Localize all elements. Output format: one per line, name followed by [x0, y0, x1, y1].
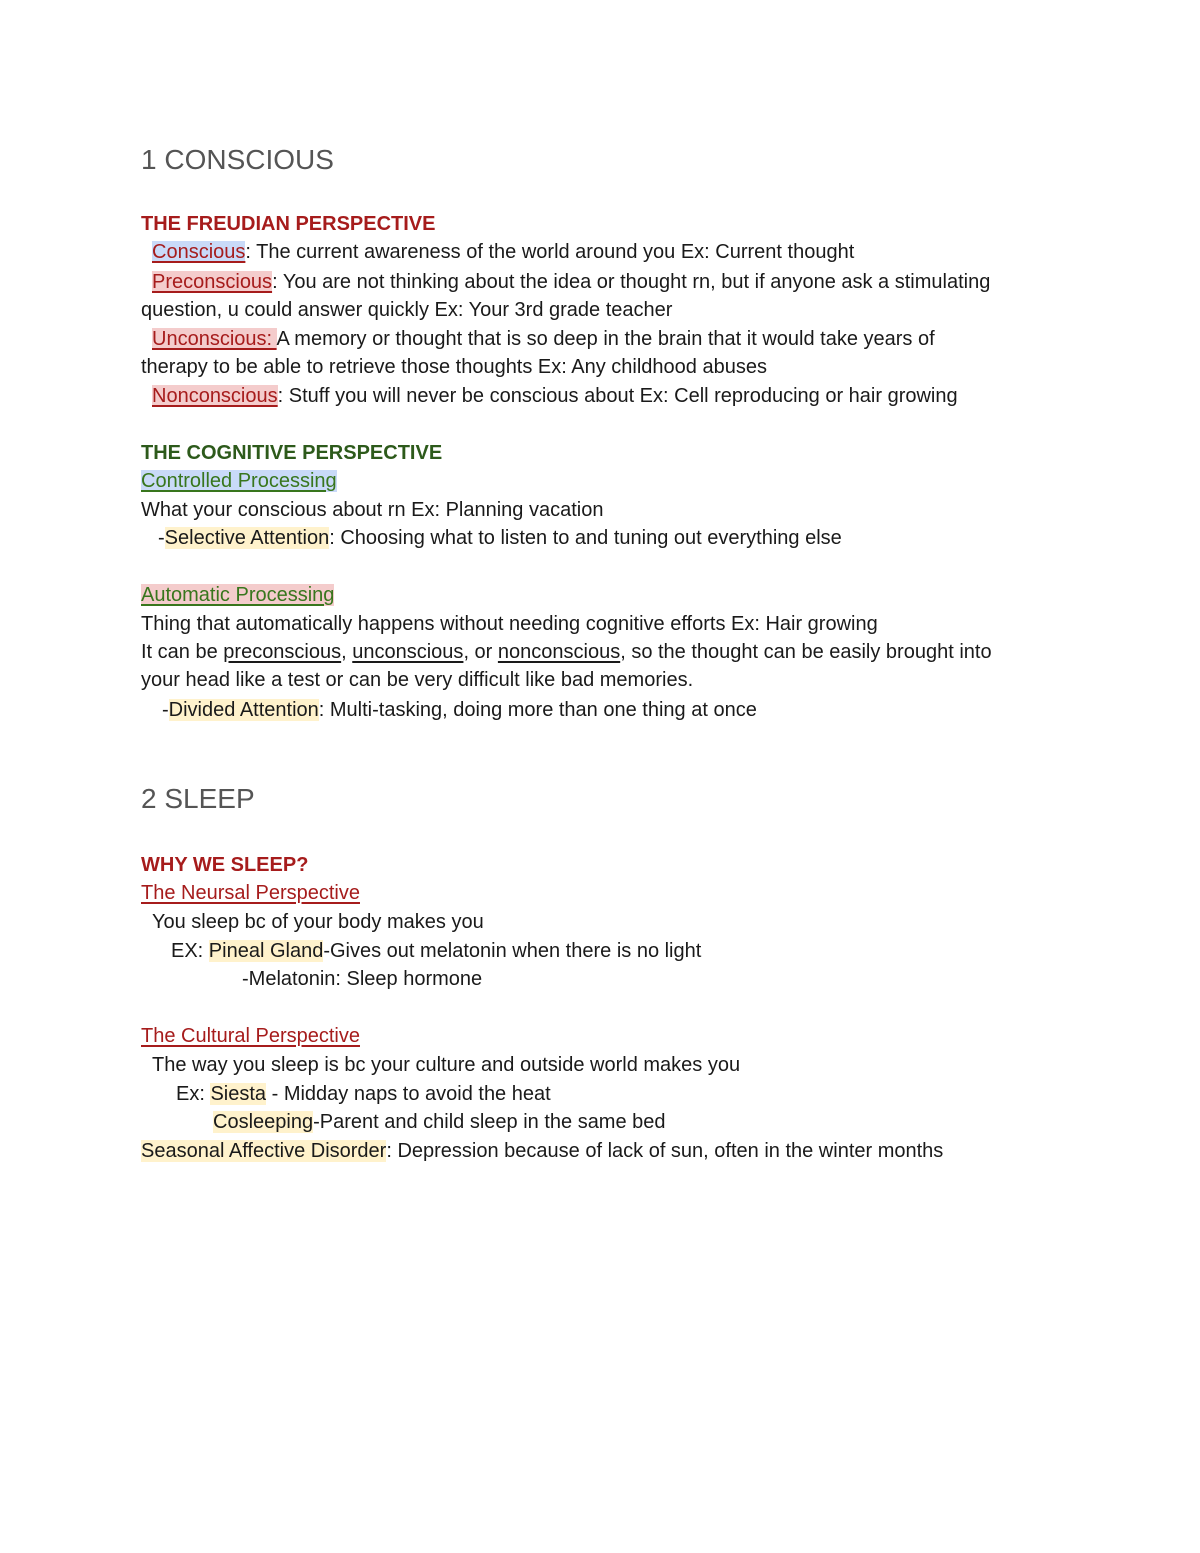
divided-def: : Multi-tasking, doing more than one thing at once [318, 699, 757, 721]
unconscious-line [152, 327, 935, 351]
nonconscious-term: Nonconscious [152, 385, 278, 407]
automatic-title-line [141, 583, 334, 607]
section-heading-sleep: 2 SLEEP [141, 783, 255, 814]
siesta-def: - Midday naps to avoid the heat [266, 1083, 551, 1105]
sad-line [141, 1139, 943, 1163]
can-be-sep2: , or [463, 641, 498, 663]
selective-line [158, 526, 842, 550]
melatonin-line: -Melatonin: Sleep hormone [242, 968, 483, 990]
cosleeping-line [213, 1110, 666, 1134]
cultural-perspective-title: The Cultural Perspective [141, 1025, 360, 1047]
cognitive-heading: THE COGNITIVE PERSPECTIVE [141, 442, 443, 464]
unconscious-def1: A memory or thought that is so deep in the brain that it would take years of [276, 328, 935, 350]
selective-attention-term: Selective Attention [164, 527, 330, 549]
section-heading-conscious: 1 CONSCIOUS [141, 144, 334, 175]
siesta-term: Siesta [210, 1083, 267, 1105]
ex2-prefix: Ex: [176, 1083, 211, 1105]
divided-prefix: - [162, 699, 169, 721]
ex-prefix: EX: [171, 940, 209, 962]
freudian-heading: THE FREUDIAN PERSPECTIVE [141, 213, 436, 235]
can-be-prefix: It can be [141, 641, 224, 663]
can-be-rest: , so the thought can be easily brought into [620, 641, 992, 663]
conscious-term: Conscious [152, 241, 246, 263]
neural-line: You sleep bc of your body makes you [152, 911, 484, 933]
conscious-def: : The current awareness of the world around you Ex: Current thought [245, 241, 855, 263]
divided-line [162, 698, 757, 722]
can-be-sep1: , [341, 641, 353, 663]
can-be-line2: your head like a test or can be very difficult like bad memories. [141, 669, 694, 691]
pineal-gland-term: Pineal Gland [208, 940, 324, 962]
controlled-def: What your conscious about rn Ex: Planning vacation [141, 499, 604, 521]
cultural-title-line [141, 1024, 360, 1048]
cosleeping-def: -Parent and child sleep in the same bed [313, 1111, 666, 1133]
preconscious-line [152, 270, 990, 294]
neural-perspective-title: The Neursal Perspective [141, 882, 360, 904]
controlled-title-line [141, 469, 337, 493]
sad-term: Seasonal Affective Disorder [141, 1140, 387, 1162]
nonconscious-line [152, 384, 958, 408]
conscious-line [152, 240, 854, 264]
preconscious-line2: question, u could answer quickly Ex: Your 3rd grade teacher [141, 299, 673, 321]
selective-prefix: - [158, 527, 165, 549]
can-be-preconscious: preconscious [223, 641, 342, 663]
automatic-def: Thing that automatically happens without needing cognitive efforts Ex: Hair growing [141, 613, 878, 635]
sad-def: : Depression because of lack of sun, often in the winter months [386, 1140, 944, 1162]
controlled-processing-title: Controlled Processing [141, 470, 337, 492]
preconscious-def1: : You are not thinking about the idea or thought rn, but if anyone ask a stimulating [272, 271, 991, 293]
can-be-unconscious: unconscious [352, 641, 464, 663]
cosleeping-term: Cosleeping [213, 1111, 314, 1133]
selective-def: : Choosing what to listen to and tuning out everything else [329, 527, 842, 549]
pineal-line [171, 939, 701, 963]
siesta-line [176, 1082, 551, 1106]
can-be-nonconscious: nonconscious [497, 641, 621, 663]
nonconscious-def: : Stuff you will never be conscious about Ex: Cell reproducing or hair growing [277, 385, 958, 407]
neural-title-line [141, 881, 360, 905]
unconscious-line2: therapy to be able to retrieve those thoughts Ex: Any childhood abuses [141, 356, 767, 378]
preconscious-term: Preconscious [152, 271, 273, 293]
pineal-def: -Gives out melatonin when there is no light [323, 940, 702, 962]
divided-attention-term: Divided Attention [168, 699, 319, 721]
unconscious-term: Unconscious: [152, 328, 277, 350]
why-sleep-heading: WHY WE SLEEP? [141, 854, 309, 876]
automatic-processing-title: Automatic Processing [141, 584, 335, 606]
can-be-line [141, 640, 992, 664]
cultural-line: The way you sleep is bc your culture and outside world makes you [152, 1054, 741, 1076]
